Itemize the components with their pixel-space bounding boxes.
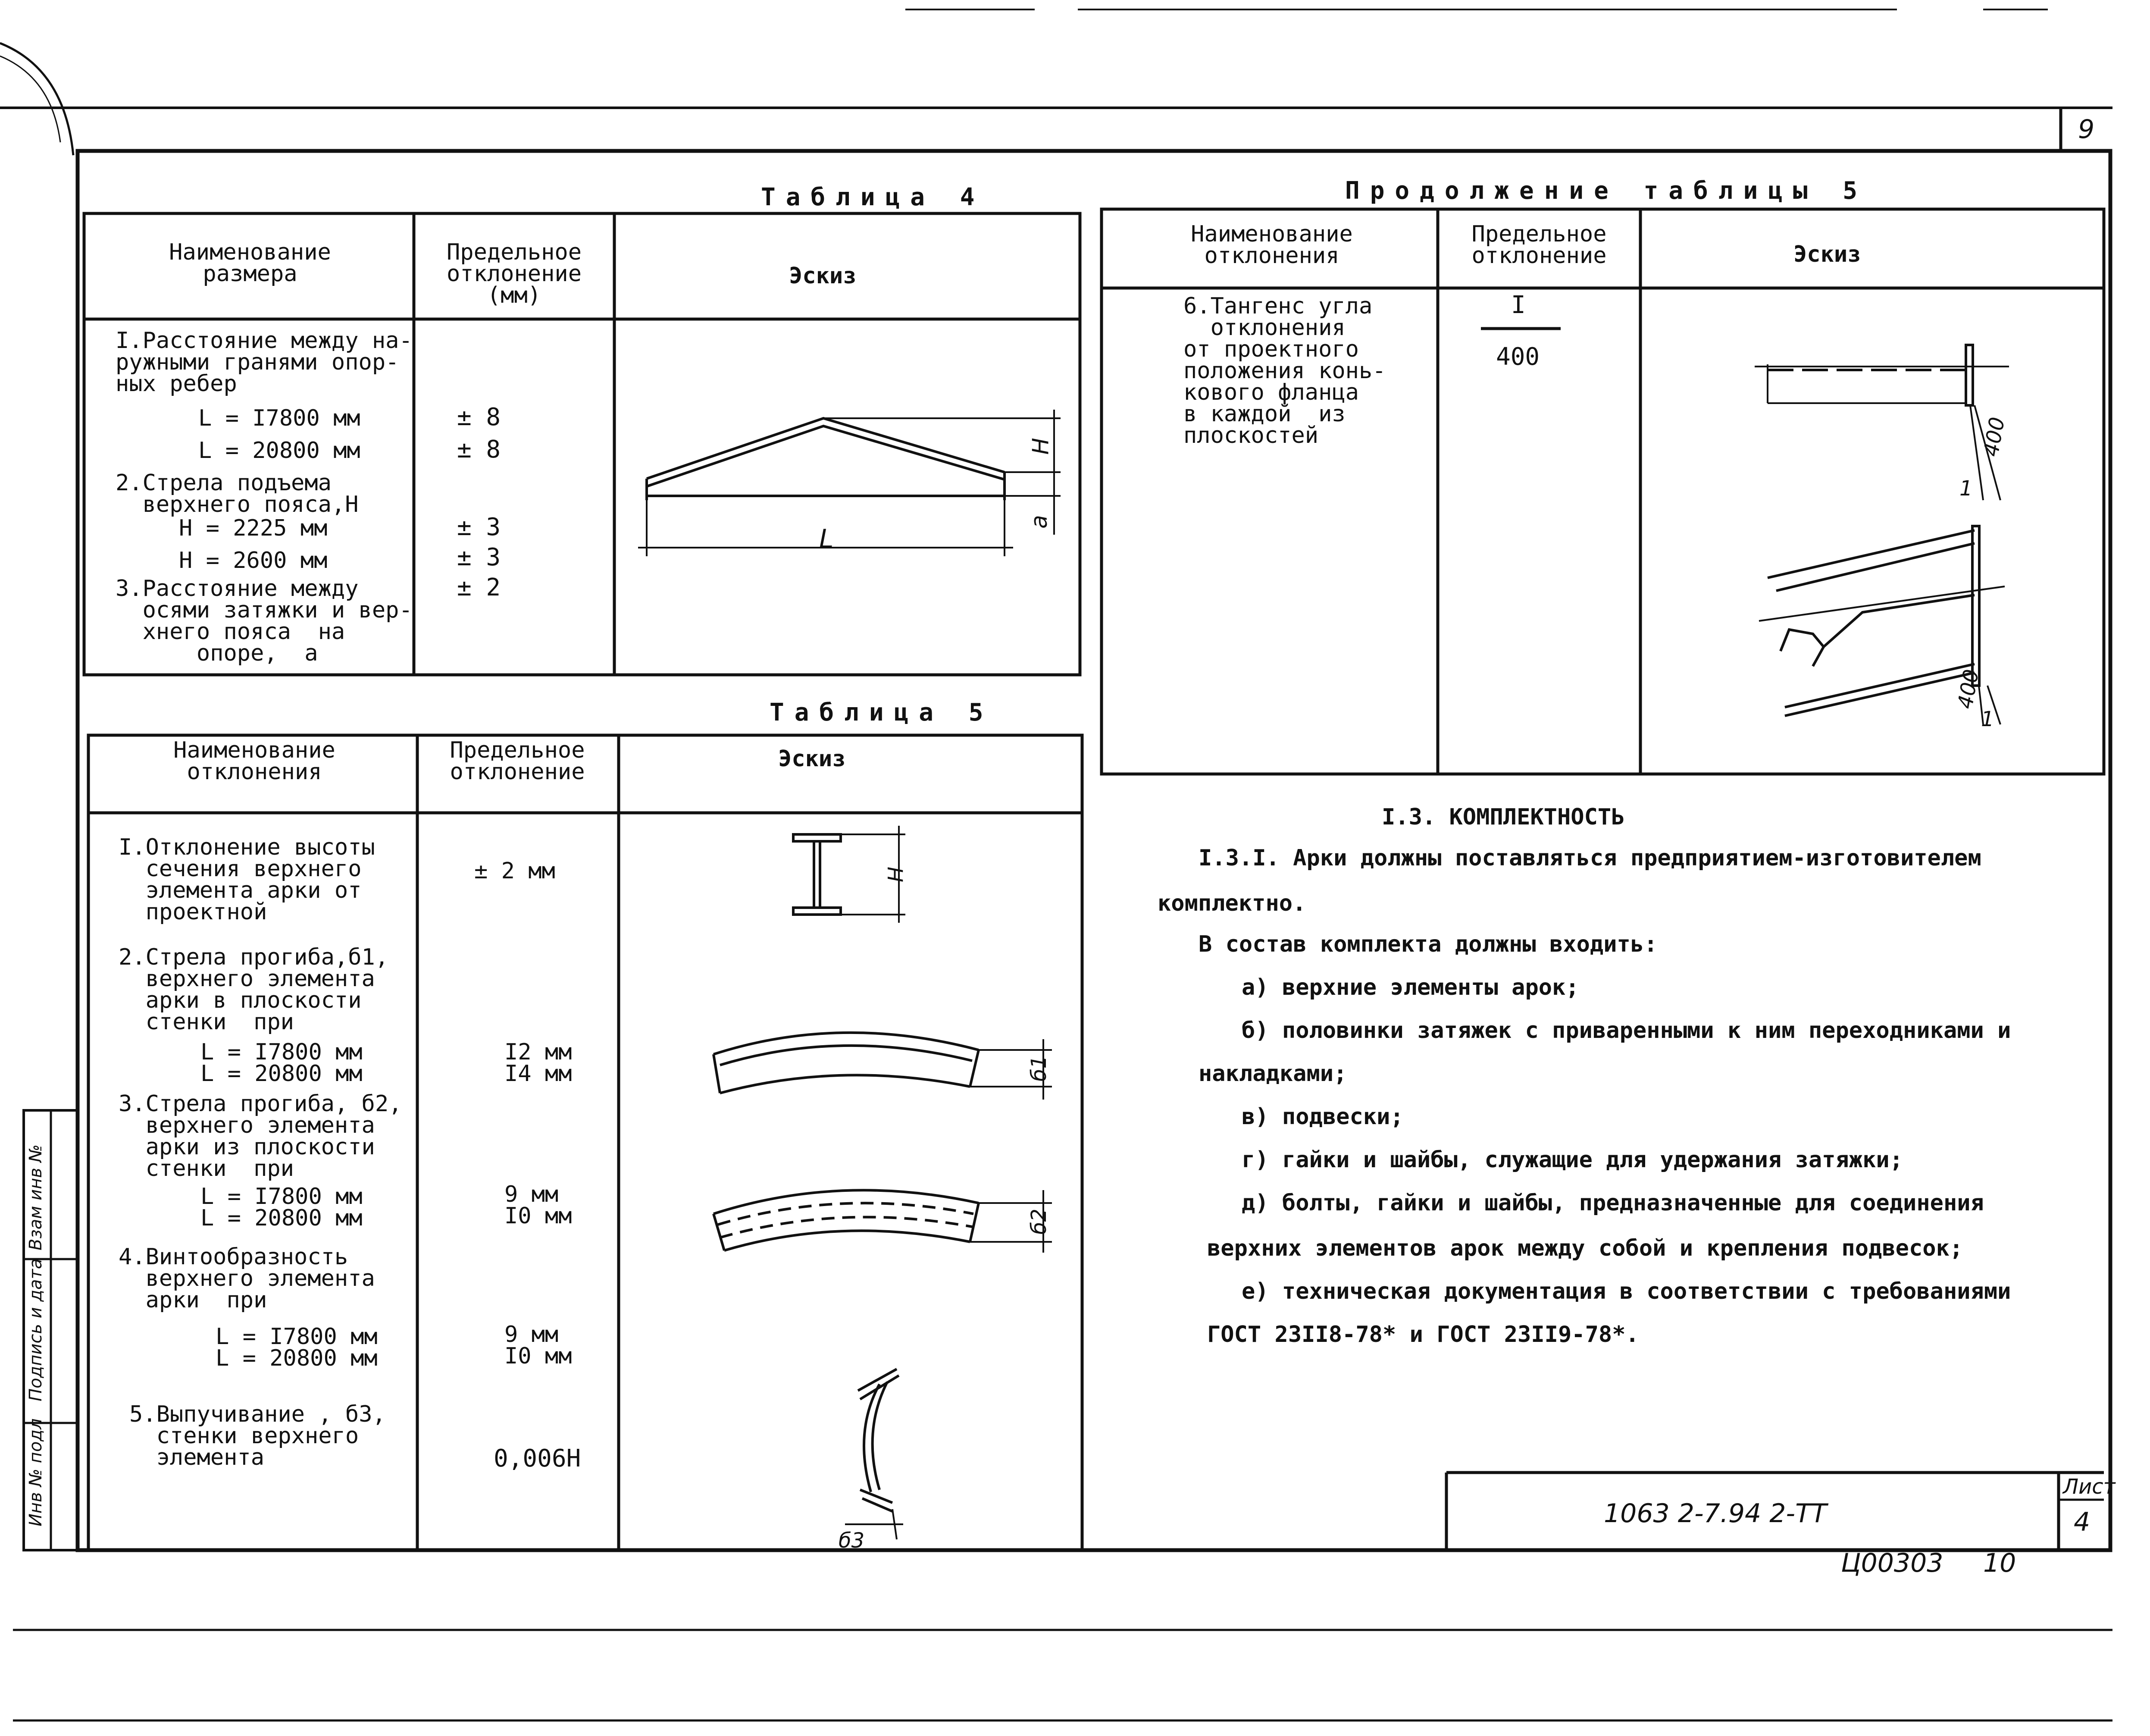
side-stamp-inventory: Инв № подл xyxy=(26,1418,46,1526)
ibeam-label-h: H xyxy=(884,866,908,883)
para-1-line2: комплектно. xyxy=(1158,890,1306,916)
table5-item3: 3.Стрела прогиба, б2, верхнего элемента арки из плоскости стенки при xyxy=(119,1091,402,1181)
table4-item1-tol2: ± 8 xyxy=(457,436,501,464)
flange-tilt-sketches xyxy=(1755,345,2009,724)
item-e-line2: ГОСТ 23II8-78* и ГОСТ 23II9-78*. xyxy=(1207,1322,1639,1347)
document-code: 1063 2-7.94 2-ТТ xyxy=(1604,1498,1827,1529)
table4-item1-length1: L = I7800 мм xyxy=(198,405,360,431)
table4-item2-tol2: ± 3 xyxy=(457,543,501,571)
table5-header-name: Наименование отклонения xyxy=(173,737,335,785)
sheet-corner-number: 9 xyxy=(2078,114,2095,144)
sheet-number: 4 xyxy=(2074,1507,2091,1537)
table4-item2-height2: Н = 2600 мм xyxy=(179,548,328,573)
archive-number: 10 xyxy=(1983,1548,2016,1578)
table5-item4: 4.Винтообразность верхнего элемента арки при xyxy=(119,1244,375,1313)
deflection-label-b1: б1 xyxy=(1027,1055,1052,1082)
table5-cont-header-name: Наименование отклонения xyxy=(1191,221,1353,269)
table5-cont-header-tolerance: Предельное отклонение xyxy=(1471,221,1607,269)
side-stamp-signature: Подпись и дата xyxy=(26,1258,46,1401)
archive-code: Ц00303 xyxy=(1841,1548,1943,1578)
table4-title: Таблица 4 xyxy=(761,183,985,211)
table5-item3-length2: L = 20800 мм xyxy=(200,1205,363,1231)
buckling-label-b3: б3 xyxy=(839,1529,865,1553)
table5-item2-tol2: I4 мм xyxy=(504,1061,572,1087)
table5-title: Таблица 5 xyxy=(770,699,994,727)
table5-item3-tol1: 9 мм xyxy=(504,1181,559,1207)
table5-item4-tol2: I0 мм xyxy=(504,1343,572,1369)
item-v: в) подвески; xyxy=(1242,1104,1404,1130)
tilt-label-400-bottom: 400 xyxy=(1953,667,1984,711)
table5-item4-length1: L = I7800 мм xyxy=(216,1324,378,1350)
table5-cont-title: Продолжение таблицы 5 xyxy=(1345,177,1868,205)
arch-deflection-sketch-1 xyxy=(714,1033,1052,1100)
item-d-line1: д) болты, гайки и шайбы, предназначенные для соединения xyxy=(1242,1190,1984,1216)
table5-item5-tol: 0,006H xyxy=(494,1445,581,1473)
fraction-denominator: 400 xyxy=(1496,343,1540,371)
table5-item2-length1: L = I7800 мм xyxy=(200,1039,363,1065)
item-a: а) верхние элементы арок; xyxy=(1242,975,1579,1000)
table5-item2-tol1: I2 мм xyxy=(504,1039,572,1065)
table4-item2: 2.Стрела подъема верхнего пояса,Н xyxy=(116,470,359,517)
table5-cont-item6: 6.Тангенс угла отклонения от проектного положения конь- кового фланца в каждой из плоскостей xyxy=(1183,293,1386,448)
tilt-label-400-top: 400 xyxy=(1979,415,2010,458)
table4-item1: I.Расстояние между на- ружными гранями опор- ных ребер xyxy=(116,328,413,397)
fraction-numerator: I xyxy=(1511,291,1526,319)
para-1-line1: I.3.I. Арки должны поставляться предприятием-изготовителем xyxy=(1199,845,1981,871)
table4-header-sketch: Эскиз xyxy=(789,263,857,289)
table5-item3-tol2: I0 мм xyxy=(504,1203,572,1229)
side-stamp-replacement: Взам инв № xyxy=(26,1144,46,1250)
section-heading: I.3. КОМПЛЕКТНОСТЬ xyxy=(1382,804,1625,830)
table5-item2-length2: L = 20800 мм xyxy=(200,1061,363,1087)
table4-item3-tol: ± 2 xyxy=(457,573,501,602)
table5-item1: I.Отклонение высоты сечения верхнего элемента арки от проектной xyxy=(119,834,375,925)
table5-item4-length2: L = 20800 мм xyxy=(216,1345,378,1371)
table4-item3: 3.Расстояние между осями затяжки и вер- хнего пояса на опоре, а xyxy=(116,576,413,666)
web-buckling-sketch xyxy=(845,1369,903,1539)
table5-item2: 2.Стрела прогиба,б1, верхнего элемента арки в плоскости стенки при xyxy=(119,944,389,1035)
item-g: г) гайки и шайбы, служащие для удержания затяжки; xyxy=(1242,1147,1903,1173)
deflection-label-b2: б2 xyxy=(1027,1208,1052,1235)
table4-item1-tol1: ± 8 xyxy=(457,403,501,431)
item-b-line2: накладками; xyxy=(1199,1061,1347,1087)
para-2: В состав комплекта должны входить: xyxy=(1199,931,1658,957)
table4-item1-length2: L = 20800 мм xyxy=(198,438,360,464)
table5-item4-tol1: 9 мм xyxy=(504,1322,559,1347)
table5-item3-length1: L = I7800 мм xyxy=(200,1184,363,1210)
tilt-label-1-top: 1 xyxy=(1959,476,1973,501)
truss-label-h: H xyxy=(1028,438,1054,455)
table4-item2-tol1: ± 3 xyxy=(457,513,501,541)
table5-cont-header-sketch: Эскиз xyxy=(1793,241,1861,267)
table4-item2-height1: Н = 2225 мм xyxy=(179,515,328,541)
item-d-line2: верхних элементов арок между собой и крепления подвесок; xyxy=(1207,1235,1963,1261)
arch-deflection-sketch-2 xyxy=(714,1190,1052,1253)
sheet-label: Лист xyxy=(2063,1475,2116,1499)
truss-sketch xyxy=(638,410,1061,556)
truss-label-l: L xyxy=(819,524,834,554)
truss-label-a: a xyxy=(1026,515,1052,529)
table5-item5: 5.Выпучивание , б3, стенки верхнего элемента xyxy=(129,1401,386,1470)
tilt-label-1-bottom: 1 xyxy=(1981,707,1994,731)
table4-header-name: Наименование размера xyxy=(169,239,331,287)
table5-header-sketch: Эскиз xyxy=(778,746,846,772)
table5-header-tolerance: Предельное отклонение xyxy=(450,737,585,785)
table4-header-tolerance: Предельное отклонение (мм) xyxy=(446,239,582,308)
table5-item1-tol: ± 2 мм xyxy=(474,858,555,884)
item-b-line1: б) половинки затяжек с приваренными к ним переходниками и xyxy=(1242,1018,2011,1043)
item-e-line1: е) техническая документация в соответствии с требованиями xyxy=(1242,1278,2011,1304)
